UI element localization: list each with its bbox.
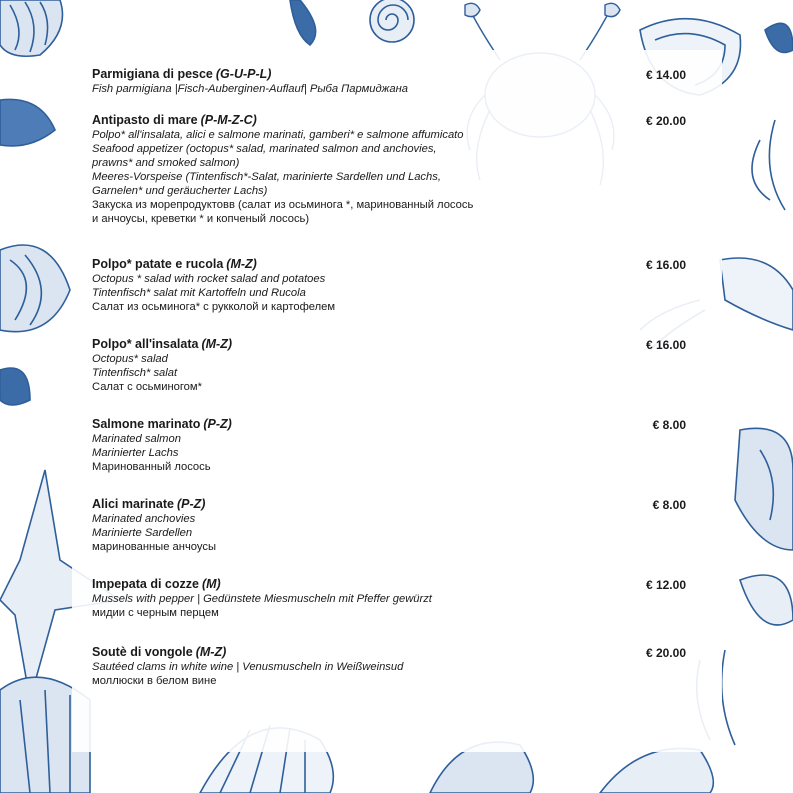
dish-description: Polpo* all'insalata, alici e salmone marinati, gamberi* e salmone affumicato [92, 129, 464, 141]
dish-name: Soutè di vongole [92, 645, 193, 659]
dish-description: Marinierte Sardellen [92, 527, 193, 539]
menu-item [92, 66, 692, 96]
dish-price: € 16.00 [645, 338, 686, 352]
dish-description-ru: маринованные анчоусы [92, 541, 216, 553]
dish-price: € 20.00 [645, 646, 686, 660]
dish-description-ru: Салат из осьминога* с рукколой и картофелем [92, 301, 336, 313]
allergen-codes: (M) [201, 577, 221, 591]
dish-price: € 12.00 [645, 578, 686, 592]
dish-description: Marinated anchovies [92, 513, 196, 525]
dish-name: Impepata di cozze [92, 577, 199, 591]
dish-name: Alici marinate [92, 497, 174, 511]
menu-item [92, 576, 692, 620]
dish-description-ru: Салат с осьминогом* [92, 381, 202, 393]
menu-item [92, 496, 692, 554]
allergen-codes: (M-Z) [195, 645, 227, 659]
fish-icon [0, 245, 70, 332]
dish-description: Meeres-Vorspeise (Tintenfisch*-Salat, marinierte Sardellen und Lachs, [92, 171, 441, 183]
dish-description: Marinierter Lachs [92, 447, 179, 459]
dish-description: Sautéed clams in white wine | Venusmuscheln in Weißweinsud [92, 661, 404, 673]
dish-description: Octopus * salad with rocket salad and potatoes [92, 273, 326, 285]
allergen-codes: (P-Z) [176, 497, 206, 511]
dish-price: € 20.00 [645, 114, 686, 128]
dish-name: Polpo* patate e rucola [92, 257, 224, 271]
menu-item [92, 256, 692, 314]
dish-name: Parmigiana di pesce [92, 67, 213, 81]
dish-price: € 16.00 [645, 258, 686, 272]
fish-icon [735, 428, 793, 550]
allergen-codes: (P-M-Z-C) [200, 113, 257, 127]
allergen-codes: (P-Z) [203, 417, 232, 431]
menu-item [92, 644, 692, 688]
mussel-icon [290, 0, 316, 45]
menu-item [92, 112, 692, 226]
dish-name: Salmone marinato [92, 417, 201, 431]
dish-description: prawns* and smoked salmon) [92, 157, 240, 169]
menu-item [92, 336, 692, 394]
lemon-icon [740, 575, 793, 625]
menu-item [92, 416, 692, 474]
dish-name: Polpo* all'insalata [92, 337, 199, 351]
allergen-codes: (M-Z) [226, 257, 257, 271]
spiral-shell-icon [370, 0, 414, 42]
dish-description-ru: моллюски в белом вине [92, 675, 217, 687]
dish-description: Tintenfisch* salat [92, 367, 178, 379]
dish-description: Seafood appetizer (octopus* salad, marinated salmon and anchovies, [92, 143, 437, 155]
allergen-codes: (M-Z) [201, 337, 233, 351]
dish-description: Tintenfisch* salat mit Kartoffeln und Rucola [92, 287, 306, 299]
dish-price: € 8.00 [652, 498, 686, 512]
dish-description: Marinated salmon [92, 433, 181, 445]
dish-description: Fish parmigiana |Fisch-Auberginen-Auflauf| Рыба Пармиджана [92, 83, 408, 95]
dish-description-ru: Маринованный лосось [92, 461, 211, 473]
dish-price: € 8.00 [652, 418, 686, 432]
dish-description-ru: и анчоусы, креветки * и копченый лосось) [92, 213, 310, 225]
dish-price: € 14.00 [645, 68, 686, 82]
dish-description: Mussels with pepper | Gedünstete Miesmuscheln mit Pfeffer gewürzt [92, 593, 432, 605]
dish-description-ru: мидии с черным перцем [92, 607, 219, 619]
dish-description: Garnelen* und geräucherter Lachs) [92, 185, 268, 197]
allergen-codes: (G-U-P-L) [215, 67, 272, 81]
dish-description: Octopus* salad [92, 353, 168, 365]
mussel-icon [765, 23, 793, 52]
shell-icon [0, 0, 63, 56]
dish-description-ru: Закуска из морепродуктовв (салат из осьминога *, маринованный лосось [92, 199, 474, 211]
dish-name: Antipasto di mare [92, 113, 198, 127]
